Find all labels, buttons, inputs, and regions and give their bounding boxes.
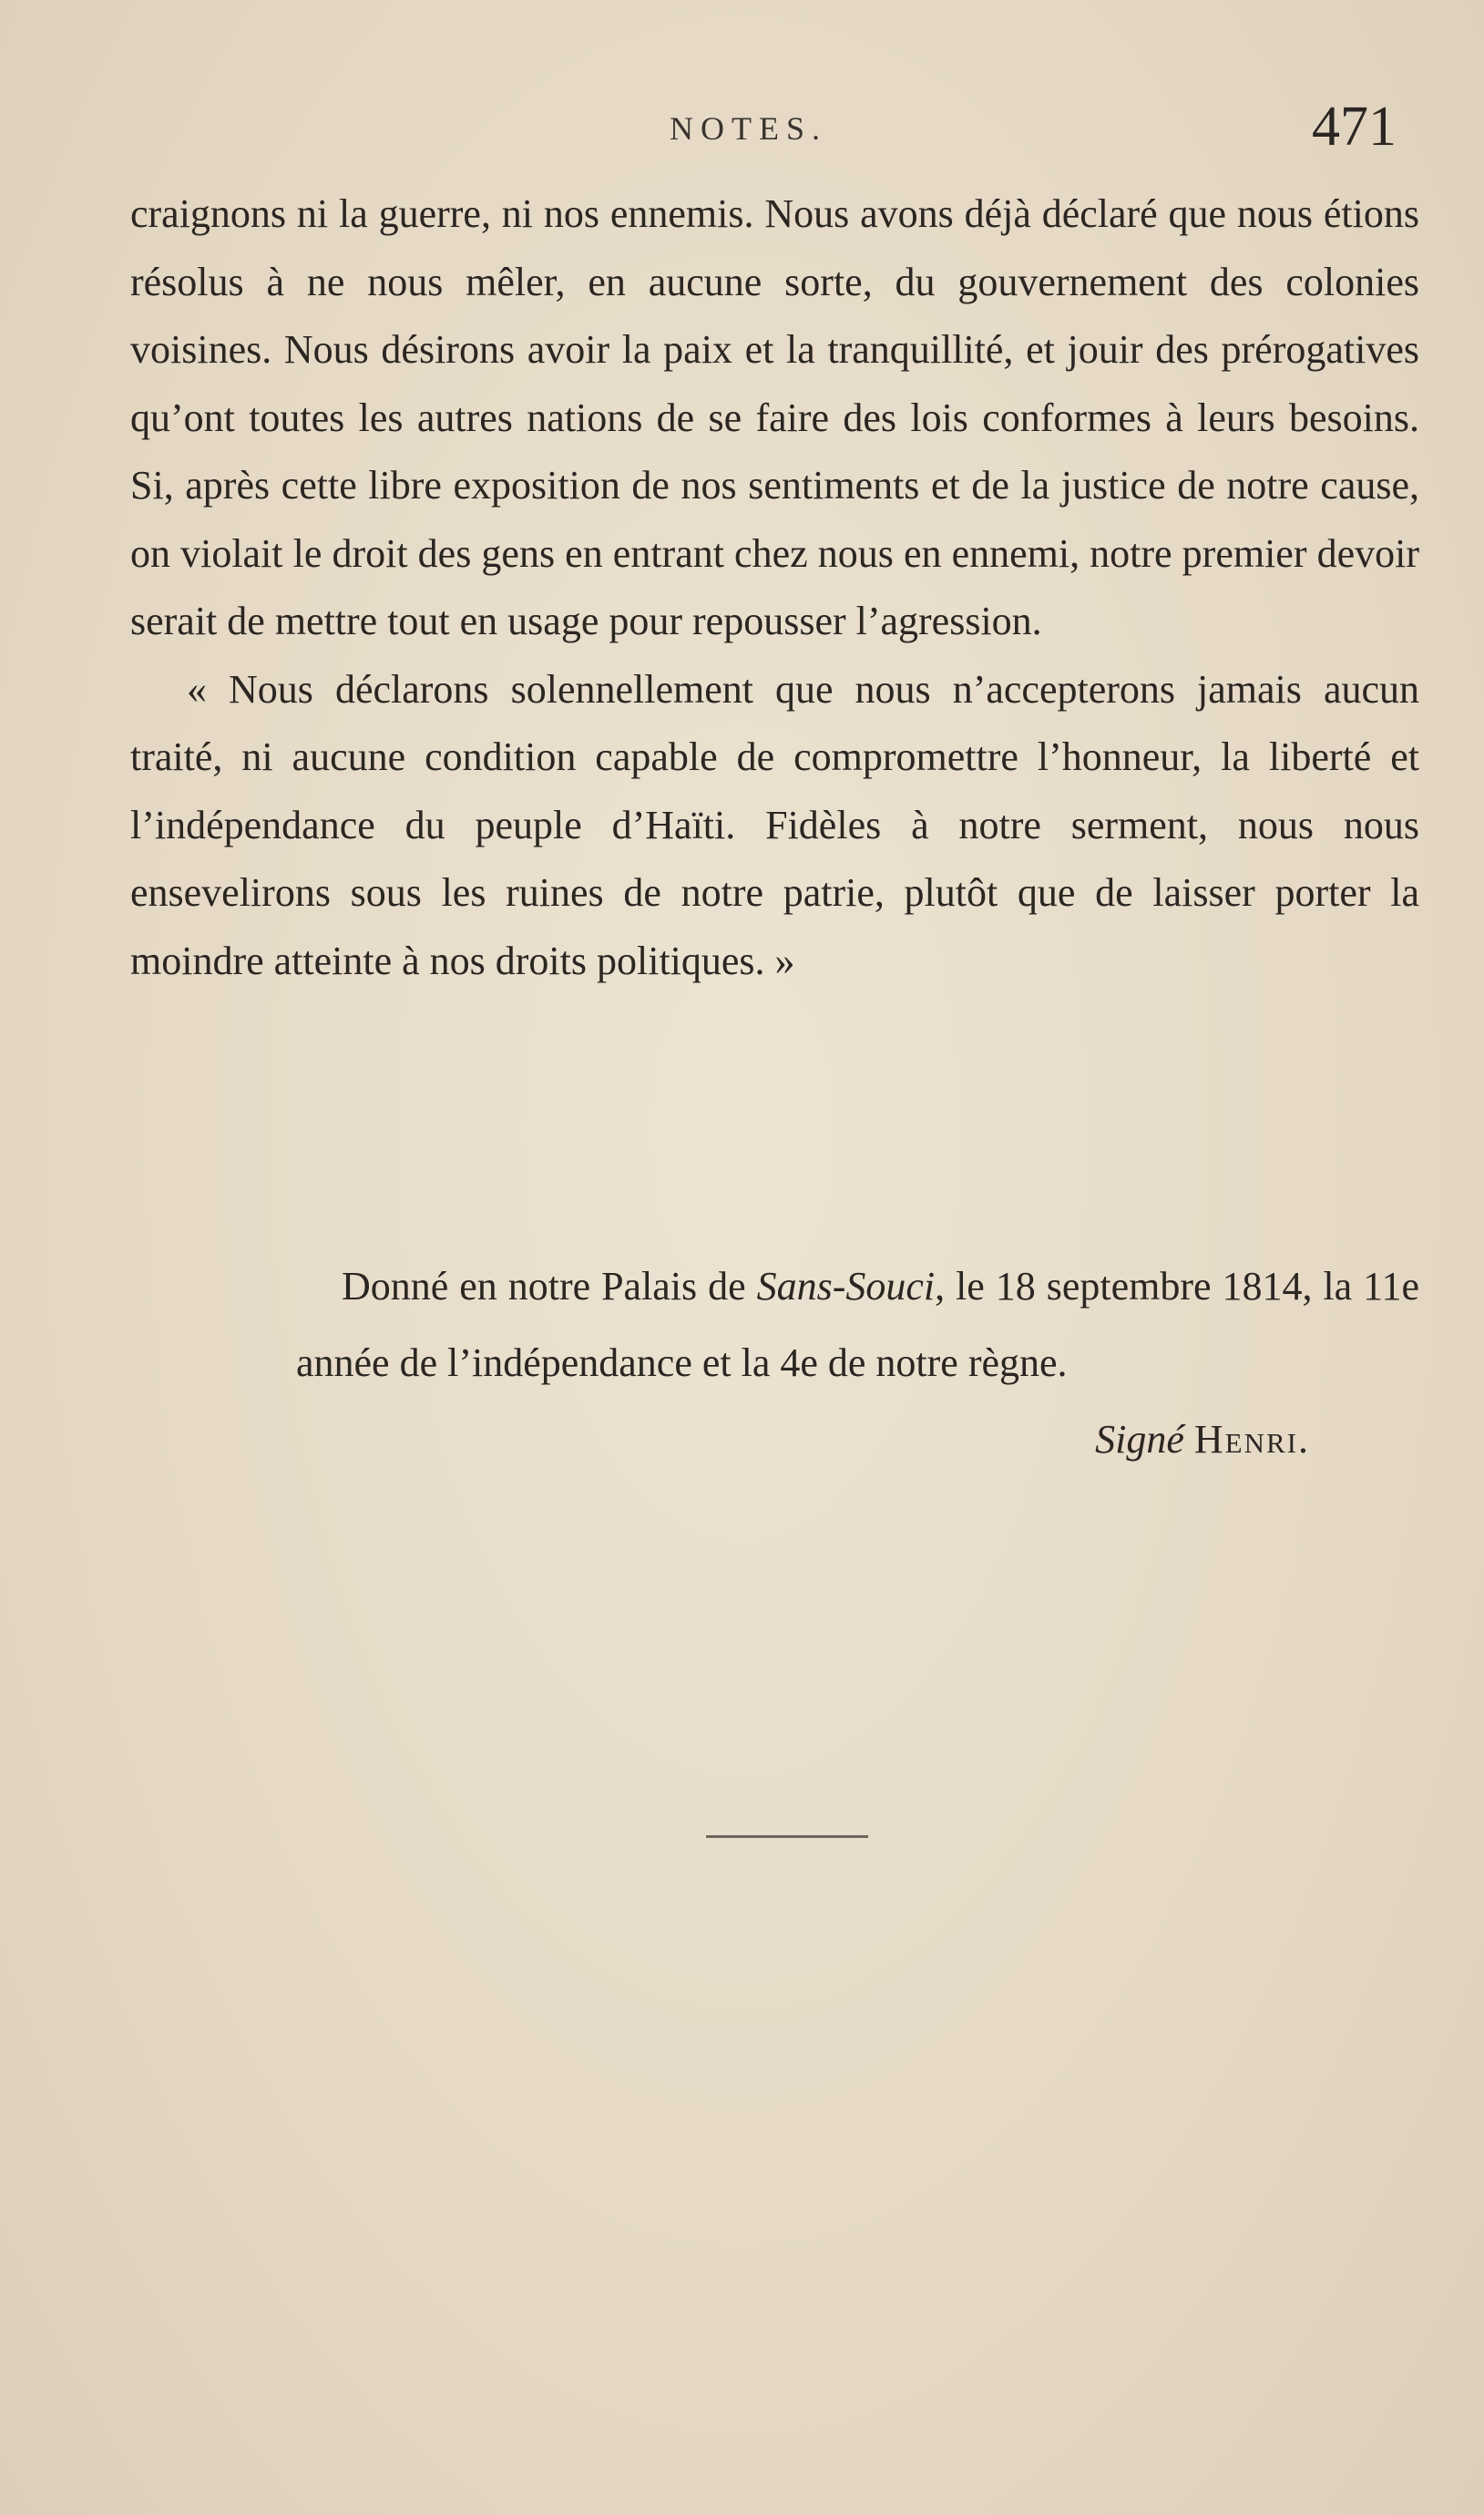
closing-paragraph <box>130 1248 1420 1462</box>
end-rule <box>706 1835 868 1838</box>
closing-block <box>130 1248 1419 1478</box>
page-number: 471 <box>1312 96 1397 158</box>
closing-date: , le 18 septembre 1814, la 11e année de l’indépendance et la 4e de notre règne. <box>296 1264 1420 1385</box>
signature <box>1049 1401 1310 1478</box>
running-header <box>0 96 1484 166</box>
body-text <box>130 180 1419 995</box>
paragraph-2: « Nous déclarons solennellement que nous n’accepterons jamais aucun traité, ni aucune condition capable de compromettre l’honneur, la liberté et l’indépendance du peuple d’Haïti. Fidèles à notre serment, nous nous ensevelirons sous les ruines de notre patrie, plutôt que de laisser porter la moindre atteinte à nos droits politiques. » <box>130 666 1419 983</box>
running-title: NOTES. <box>670 110 827 147</box>
closing-given-in: Donné en notre Palais de <box>342 1264 746 1309</box>
signed-label: Signé <box>1095 1417 1184 1462</box>
paragraph-1: craignons ni la guerre, ni nos ennemis. Nous avons déjà déclaré que nous étions résolus à ne nous mêler, en aucune sorte, du gouvernement des colonies voisines. Nous désirons avoir la paix et la tranquillité, et jouir des prérogatives qu’ont toutes les autres nations de se faire des lois conformes à leurs besoins. Si, après cette libre exposition de nos sentiments et de la justice de notre cause, on violait le droit des gens en entrant chez nous en ennemi, notre premier devoir serait de mettre tout en usage pour repousser l’agression. <box>130 191 1419 643</box>
closing-place: Sans-Souci <box>756 1264 936 1309</box>
signer-name: Henri. <box>1193 1417 1310 1462</box>
